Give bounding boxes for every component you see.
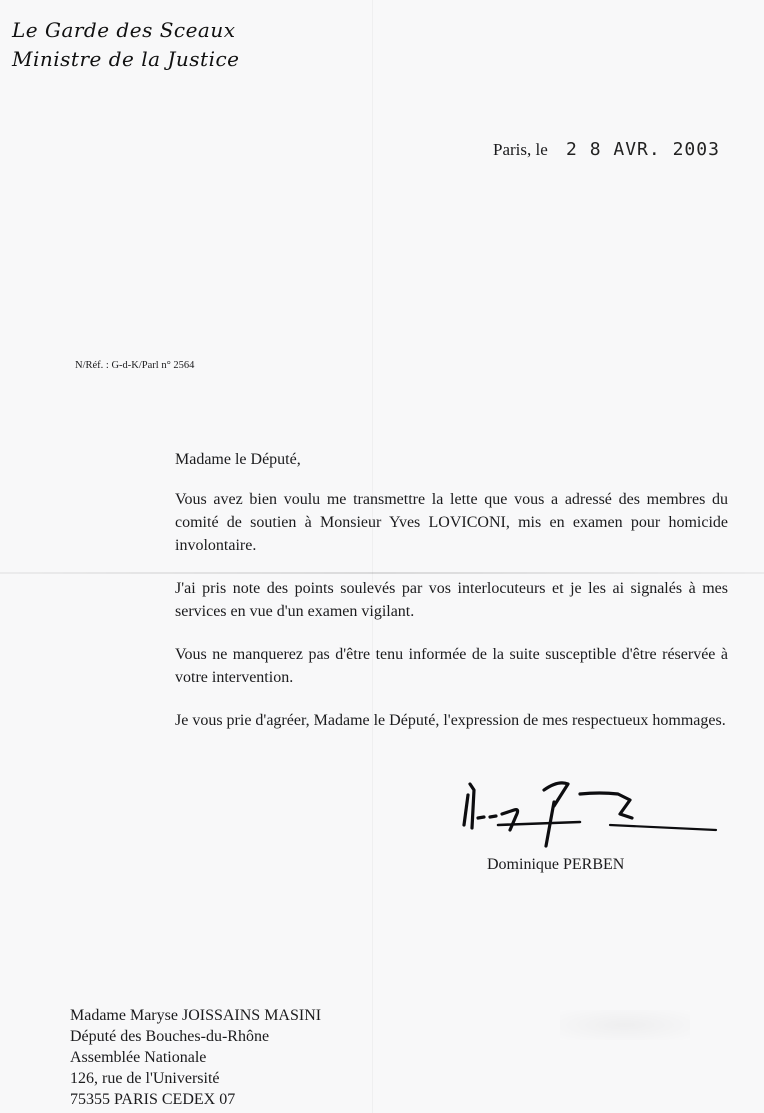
date-stamp: 2 8 AVR. 2003 — [566, 139, 720, 160]
paragraph-2: J'ai pris note des points soulevés par vos interlocuteurs et je les ai signalés à mes services en vue d'un examen vigilant. — [175, 580, 728, 620]
signatory-name: Dominique PERBEN — [487, 856, 625, 873]
paper-stain — [560, 1010, 690, 1040]
paragraph-4: Je vous prie d'agréer, Madame le Député, l'expression de mes respectueux hommages. — [175, 712, 726, 729]
recipient-title: Député des Bouches-du-Rhône — [70, 1028, 270, 1045]
letter-body — [175, 448, 728, 752]
recipient-institution: Assemblée Nationale — [70, 1049, 207, 1066]
letterhead-line-1: Le Garde des Sceaux — [12, 18, 236, 42]
recipient-name: Madame Maryse JOISSAINS MASINI — [70, 1007, 322, 1024]
recipient-address — [70, 1005, 321, 1110]
letterhead-line-2: Ministre de la Justice — [12, 47, 240, 71]
letterhead — [12, 16, 240, 74]
salutation: Madame le Député, — [175, 451, 301, 468]
date-place: Paris, le — [493, 140, 548, 159]
date-line — [493, 139, 720, 160]
paragraph-3: Vous ne manquerez pas d'être tenu informée de la suite susceptible d'être réservée à votre intervention. — [175, 646, 728, 686]
paragraph-1: Vous avez bien voulu me transmettre la lette que vous a adressé des membres du comité de soutien à Monsieur Yves LOVICONI, mis en examen pour homicide involontaire. — [175, 491, 728, 554]
signature-image — [450, 770, 730, 850]
reference-number: N/Réf. : G-d-K/Parl n° 2564 — [75, 360, 195, 371]
recipient-city: 75355 PARIS CEDEX 07 — [70, 1091, 236, 1108]
recipient-street: 126, rue de l'Université — [70, 1070, 220, 1087]
